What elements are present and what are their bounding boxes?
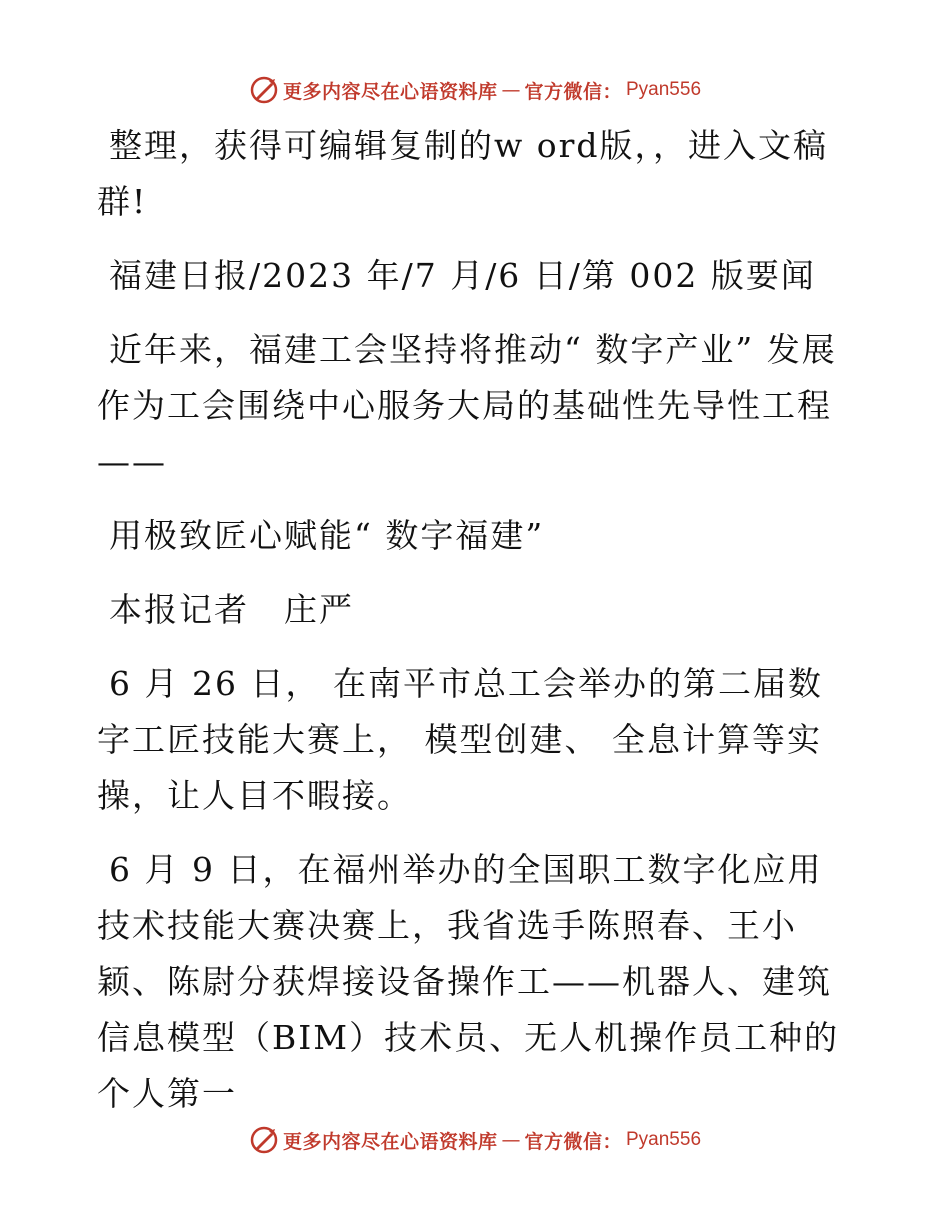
watermark-separator: — (501, 1129, 521, 1151)
article-title: 用极致匠心赋能“ 数字福建” (109, 516, 545, 555)
quill-seal-icon (249, 1125, 279, 1155)
watermark-wechat-label: 官方微信： (524, 1130, 622, 1153)
watermark-wechat-label: 官方微信： (524, 80, 622, 103)
source-line: 福建日报/2023 年/7 月/6 日/第 002 版要闻 (109, 256, 816, 295)
watermark-wechat-id: Pyan556 (626, 79, 702, 100)
quill-seal-icon (249, 75, 279, 105)
watermark-wechat-id: Pyan556 (626, 1129, 702, 1150)
body-paragraph-2: 6 月 9 日，在福州举办的全国职工数字化应用技术技能大赛决赛上，我省选手陈照春、王小颖、陈尉分获焊接设备操作工——机器人、建筑信息模型（BIM）技术员、无人机操作员工种的个人第一 (97, 850, 840, 1113)
document-body (97, 118, 857, 1140)
footer-watermark (0, 1120, 950, 1160)
watermark-separator: — (501, 79, 521, 101)
lead-paragraph: 近年来，福建工会坚持将推动“ 数字产业” 发展作为工会围绕中心服务大局的基础性先导性工程—— (97, 330, 837, 481)
watermark-site-text: 更多内容尽在心语资料库 (282, 1130, 498, 1153)
header-watermark (0, 70, 950, 110)
intro-paragraph: 整理，获得可编辑复制的w ord版，，进入文稿群! (97, 126, 829, 221)
watermark-site-text: 更多内容尽在心语资料库 (282, 80, 498, 103)
byline: 本报记者 庄严 (109, 590, 354, 629)
body-paragraph-1: 6 月 26 日， 在南平市总工会举办的第二届数字工匠技能大赛上， 模型创建、 全息计算等实操，让人目不暇接。 (97, 664, 823, 815)
